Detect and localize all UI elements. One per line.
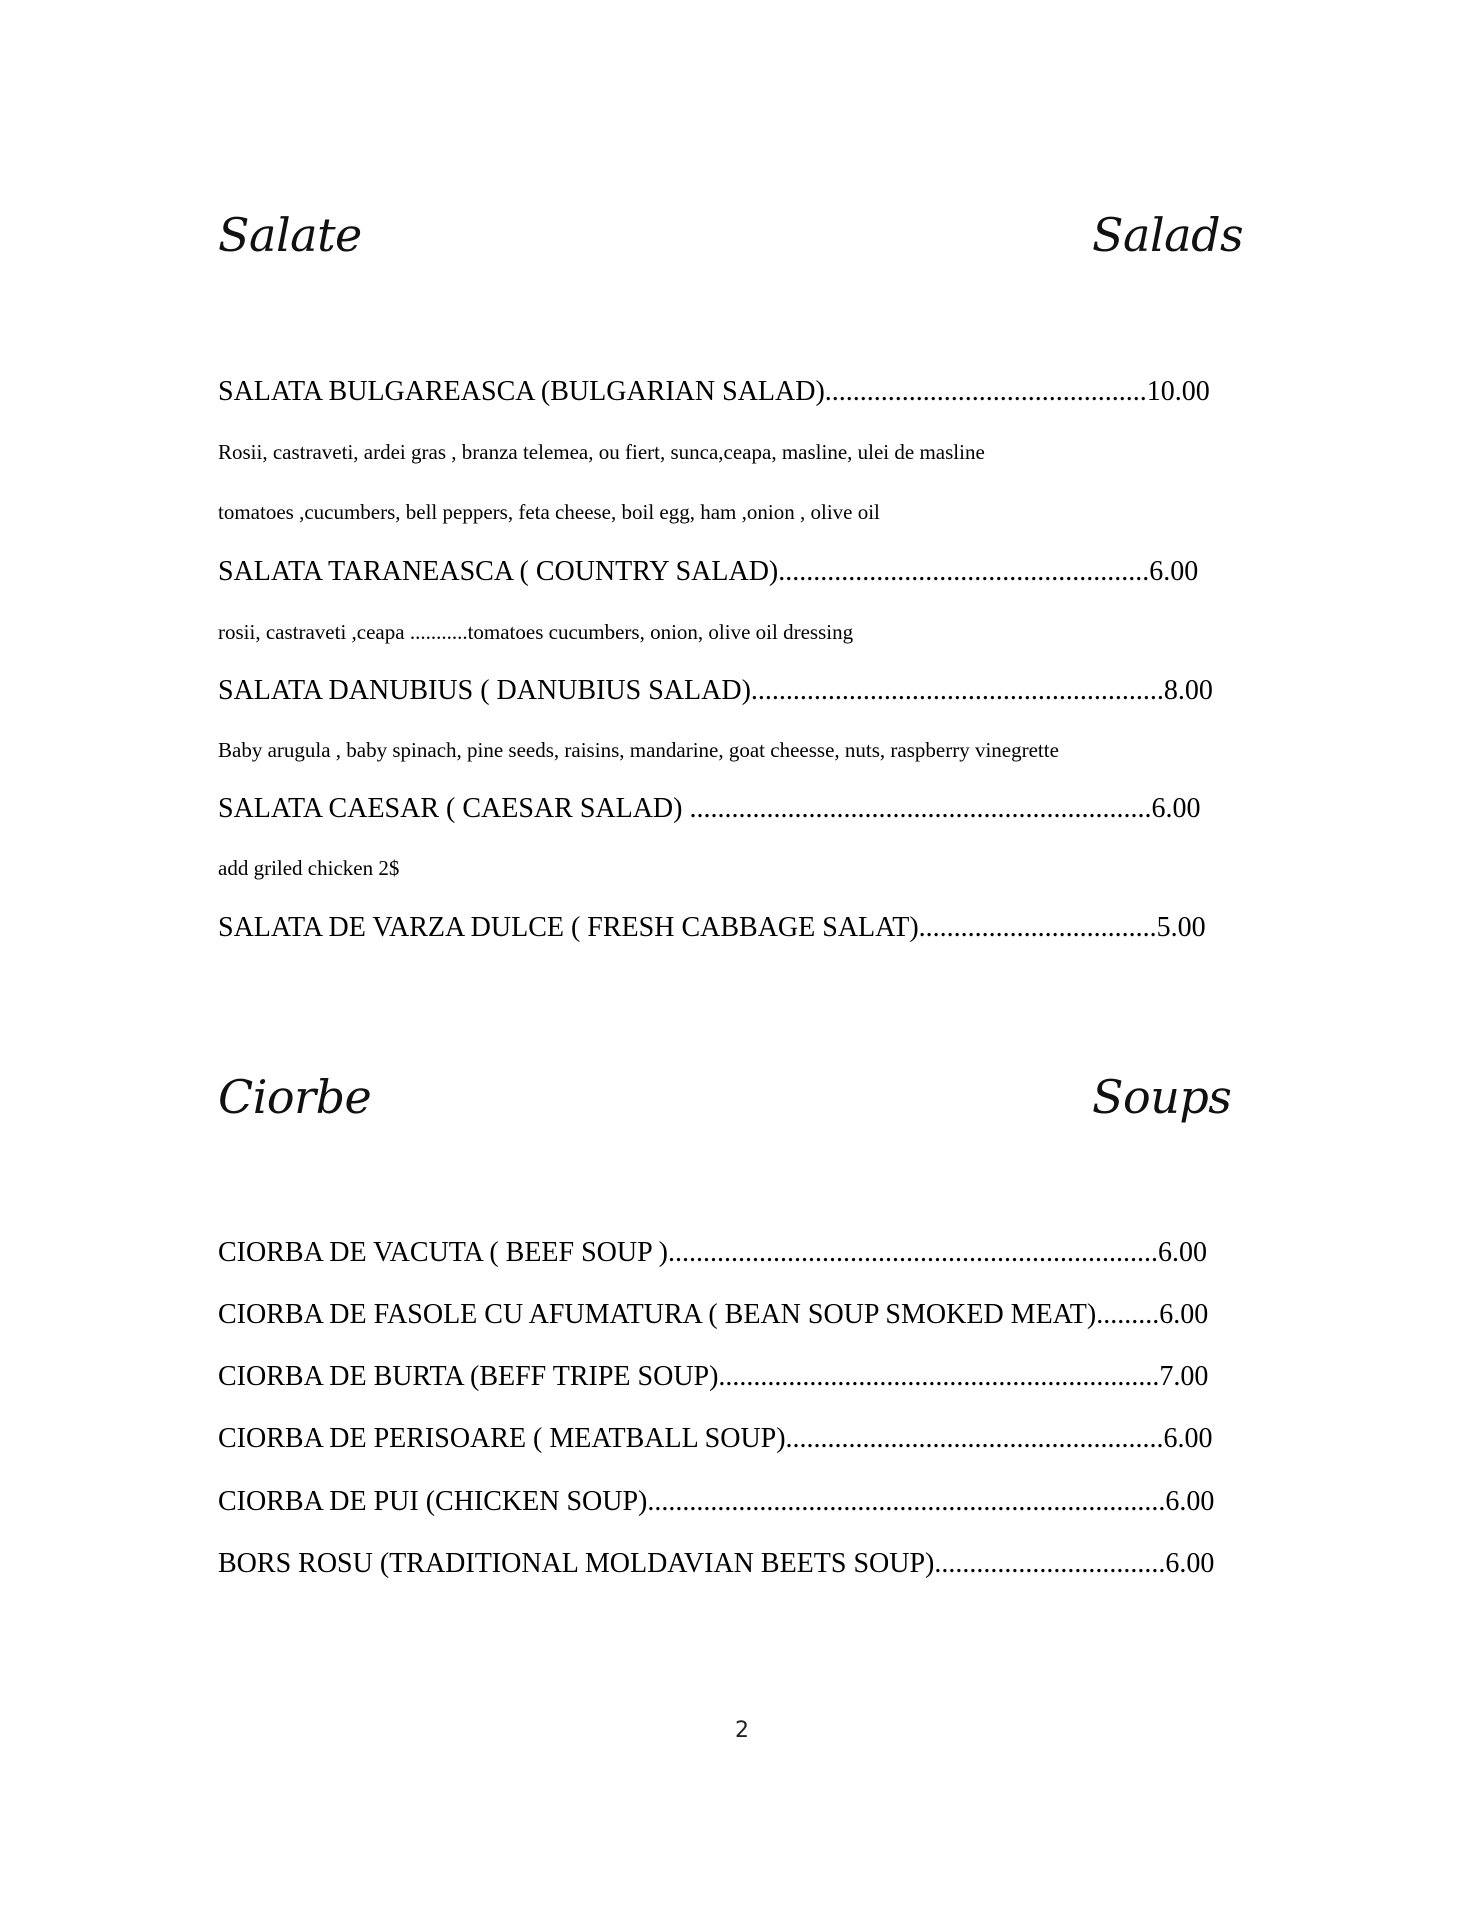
soups-heading-english: Soups [1092, 1070, 1232, 1124]
menu-item-meatball-soup: CIORBA DE PERISOARE ( MEATBALL SOUP)......................................................6.00 [218, 1423, 1213, 1454]
soups-heading-romanian: Ciorbe [218, 1070, 372, 1124]
salads-heading-romanian: Salate [218, 208, 362, 262]
menu-item-bulgarian-salad: SALATA BULGAREASCA (BULGARIAN SALAD)..............................................10.00 [218, 376, 1210, 407]
menu-item-caesar-salad: SALATA CAESAR ( CAESAR SALAD) ..................................................................6.00 [218, 793, 1201, 824]
menu-item-bean-soup: CIORBA DE FASOLE CU AFUMATURA ( BEAN SOUP SMOKED MEAT).........6.00 [218, 1299, 1209, 1330]
salads-heading-english: Salads [1092, 208, 1244, 262]
menu-item-country-salad: SALATA TARANEASCA ( COUNTRY SALAD).....................................................6.00 [218, 556, 1199, 587]
menu-item-danubius-salad: SALATA DANUBIUS ( DANUBIUS SALAD)...........................................................8.00 [218, 675, 1213, 706]
page-number: 2 [735, 1718, 749, 1743]
menu-item-description: rosii, castraveti ,ceapa ...........tomatoes cucumbers, onion, olive oil dressing [218, 620, 854, 644]
menu-item-cabbage-salad: SALATA DE VARZA DULCE ( FRESH CABBAGE SALAT)..................................5.00 [218, 912, 1206, 943]
menu-item-description: tomatoes ,cucumbers, bell peppers, feta cheese, boil egg, ham ,onion , olive oil [218, 500, 880, 524]
menu-item-tripe-soup: CIORBA DE BURTA (BEFF TRIPE SOUP)...............................................................7.00 [218, 1361, 1209, 1392]
menu-item-note: add griled chicken 2$ [218, 856, 400, 880]
menu-item-beets-soup: BORS ROSU (TRADITIONAL MOLDAVIAN BEETS SOUP).................................6.00 [218, 1548, 1215, 1579]
menu-item-description: Baby arugula , baby spinach, pine seeds, raisins, mandarine, goat cheesse, nuts, raspberry vinegrette [218, 738, 1059, 762]
menu-item-chicken-soup: CIORBA DE PUI (CHICKEN SOUP)..........................................................................6.00 [218, 1486, 1215, 1517]
menu-item-description: Rosii, castraveti, ardei gras , branza telemea, ou fiert, sunca,ceapa, masline, ulei de masline [218, 440, 985, 464]
menu-item-beef-soup: CIORBA DE VACUTA ( BEEF SOUP )......................................................................6.00 [218, 1237, 1207, 1268]
